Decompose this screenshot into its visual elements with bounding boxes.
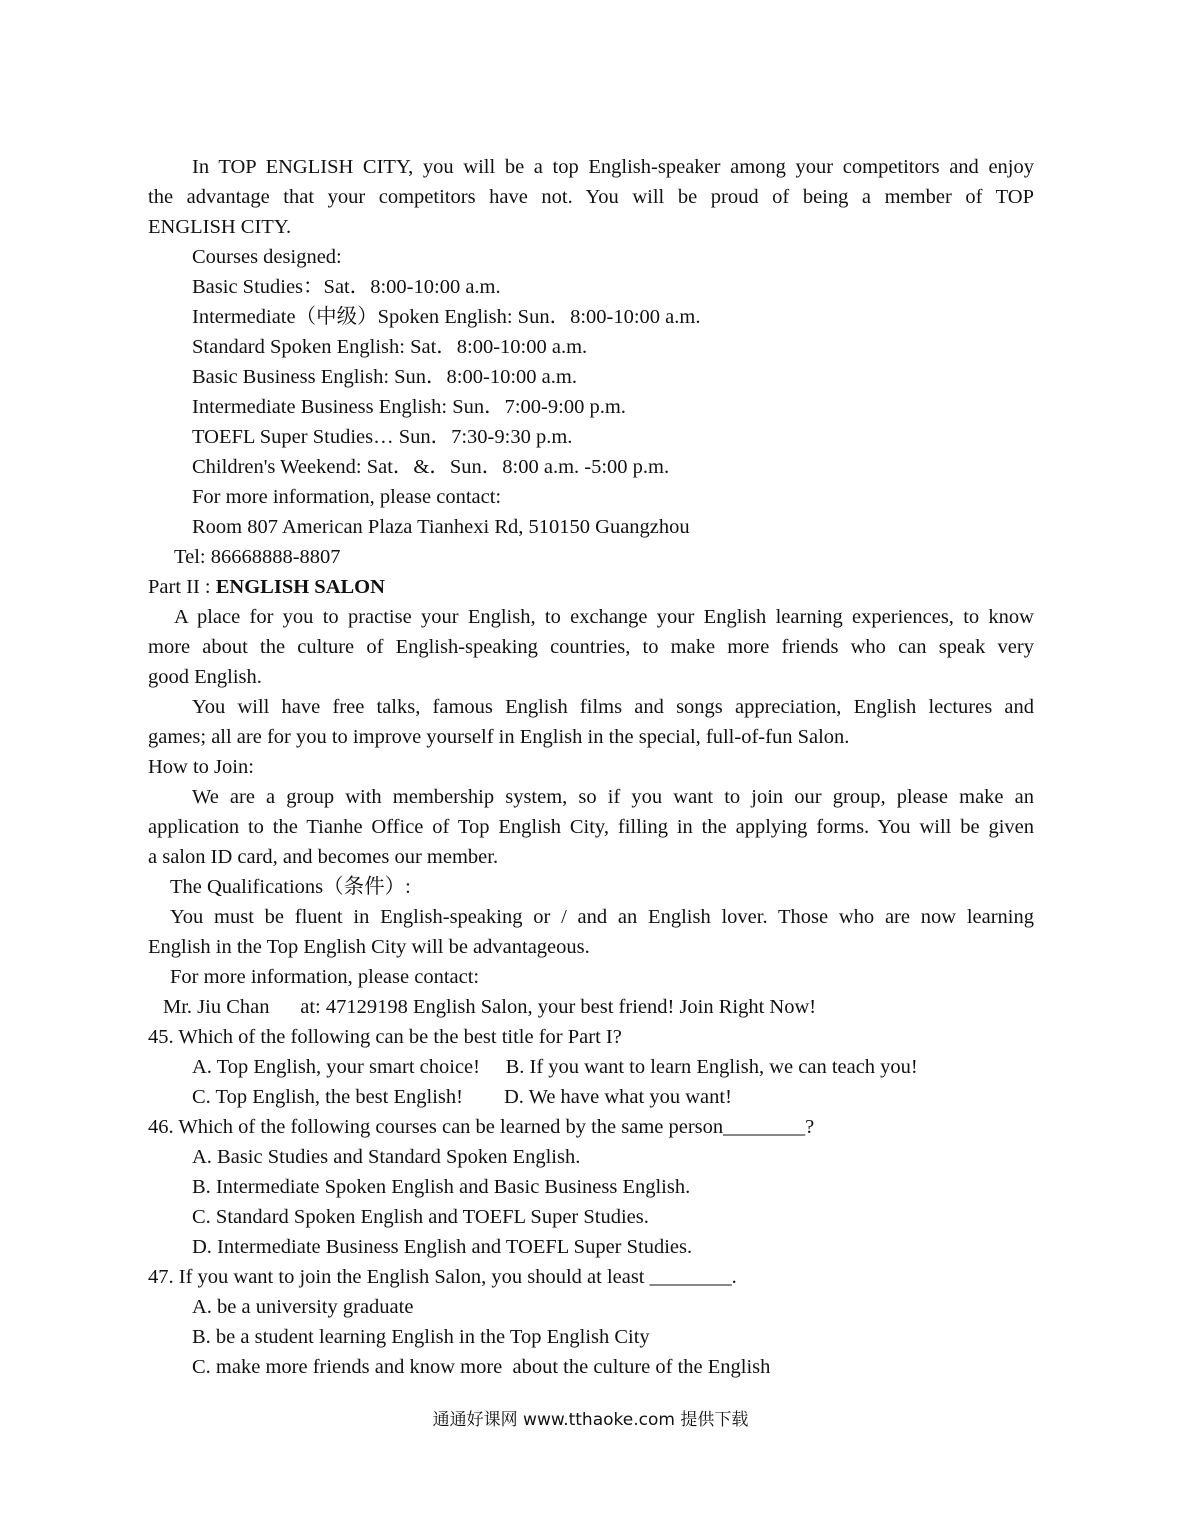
salon-para2-line-2: games; all are for you to improve yourself in English in the special, full-of-fun Salon.: [148, 726, 850, 748]
qual-para-line-2: English in the Top English City will be advantageous.: [148, 936, 590, 958]
part1-contact-heading: For more information, please contact:: [192, 486, 502, 508]
courses-heading: Courses designed:: [192, 246, 342, 268]
question-46-option-c: C. Standard Spoken English and TOEFL Super Studies.: [192, 1206, 649, 1228]
page-footer: 通通好课网 www.tthaoke.com 提供下载: [432, 1410, 749, 1430]
course-standard-spoken: Standard Spoken English: Sat．8:00-10:00 a.m.: [192, 336, 588, 358]
course-children-weekend: Children's Weekend: Sat．&．Sun．8:00 a.m. -5:00 p.m.: [192, 456, 670, 478]
part2-title: ENGLISH SALON: [215, 576, 385, 598]
salon-para1-line-1: A place for you to practise your English, to exchange your English learning experiences, to know: [174, 606, 1034, 628]
salon-para1-line-2: more about the culture of English-speaking countries, to make more friends who can speak very: [148, 636, 1034, 658]
question-46-option-d: D. Intermediate Business English and TOEFL Super Studies.: [192, 1236, 693, 1258]
salon-para1-line-3: good English.: [148, 666, 262, 688]
how-para-line-3: a salon ID card, and becomes our member.: [148, 846, 499, 868]
course-toefl: TOEFL Super Studies… Sun．7:30-9:30 p.m.: [192, 426, 573, 448]
intro-line-3: ENGLISH CITY.: [148, 216, 292, 238]
part2-contact-heading: For more information, please contact:: [170, 966, 480, 988]
question-47-option-c: C. make more friends and know more about the culture of the English: [192, 1356, 771, 1378]
course-basic-business: Basic Business English: Sun．8:00-10:00 a.m.: [192, 366, 577, 388]
question-47-option-a: A. be a university graduate: [192, 1296, 414, 1318]
question-45-options-cd: C. Top English, the best English! D. We have what you want!: [192, 1086, 732, 1108]
part2-label: Part II :: [148, 576, 216, 598]
course-intermediate-spoken: Intermediate（中级）Spoken English: Sun．8:00-10:00 a.m.: [192, 306, 701, 328]
question-46-option-a: A. Basic Studies and Standard Spoken English.: [192, 1146, 581, 1168]
salon-para2-line-1: You will have free talks, famous English films and songs appreciation, English lectures and: [192, 696, 1034, 718]
course-intermediate-business: Intermediate Business English: Sun．7:00-9:00 p.m.: [192, 396, 626, 418]
course-basic-studies: Basic Studies：Sat．8:00-10:00 a.m.: [192, 276, 501, 298]
qualifications-heading: The Qualifications（条件）:: [170, 876, 411, 898]
question-46-option-b: B. Intermediate Spoken English and Basic Business English.: [192, 1176, 691, 1198]
intro-line-1: In TOP ENGLISH CITY, you will be a top English-speaker among your competitors and enjoy: [192, 156, 1034, 178]
question-47-option-b: B. be a student learning English in the Top English City: [192, 1326, 650, 1348]
how-para-line-2: application to the Tianhe Office of Top English City, filling in the applying forms. You will be given: [148, 816, 1034, 838]
part2-heading: [148, 572, 1034, 602]
question-45-stem: 45. Which of the following can be the best title for Part I?: [148, 1026, 622, 1048]
question-46-stem: 46. Which of the following courses can be learned by the same person________?: [148, 1116, 815, 1138]
qual-para-line-1: You must be fluent in English-speaking or / and an English lover. Those who are now learning: [170, 906, 1034, 928]
how-para-line-1: We are a group with membership system, so if you want to join our group, please make an: [192, 786, 1034, 808]
intro-line-2: the advantage that your competitors have not. You will be proud of being a member of TOP: [148, 186, 1034, 208]
part2-contact-line: Mr. Jiu Chan at: 47129198 English Salon, your best friend! Join Right Now!: [163, 996, 817, 1018]
part1-tel: Tel: 86668888-8807: [174, 546, 341, 568]
question-47-stem: 47. If you want to join the English Salon, you should at least ________.: [148, 1266, 737, 1288]
question-45-options-ab: A. Top English, your smart choice! B. If you want to learn English, we can teach you!: [192, 1056, 918, 1078]
how-to-join-heading: How to Join:: [148, 756, 254, 778]
part1-address: Room 807 American Plaza Tianhexi Rd, 510150 Guangzhou: [192, 516, 690, 538]
